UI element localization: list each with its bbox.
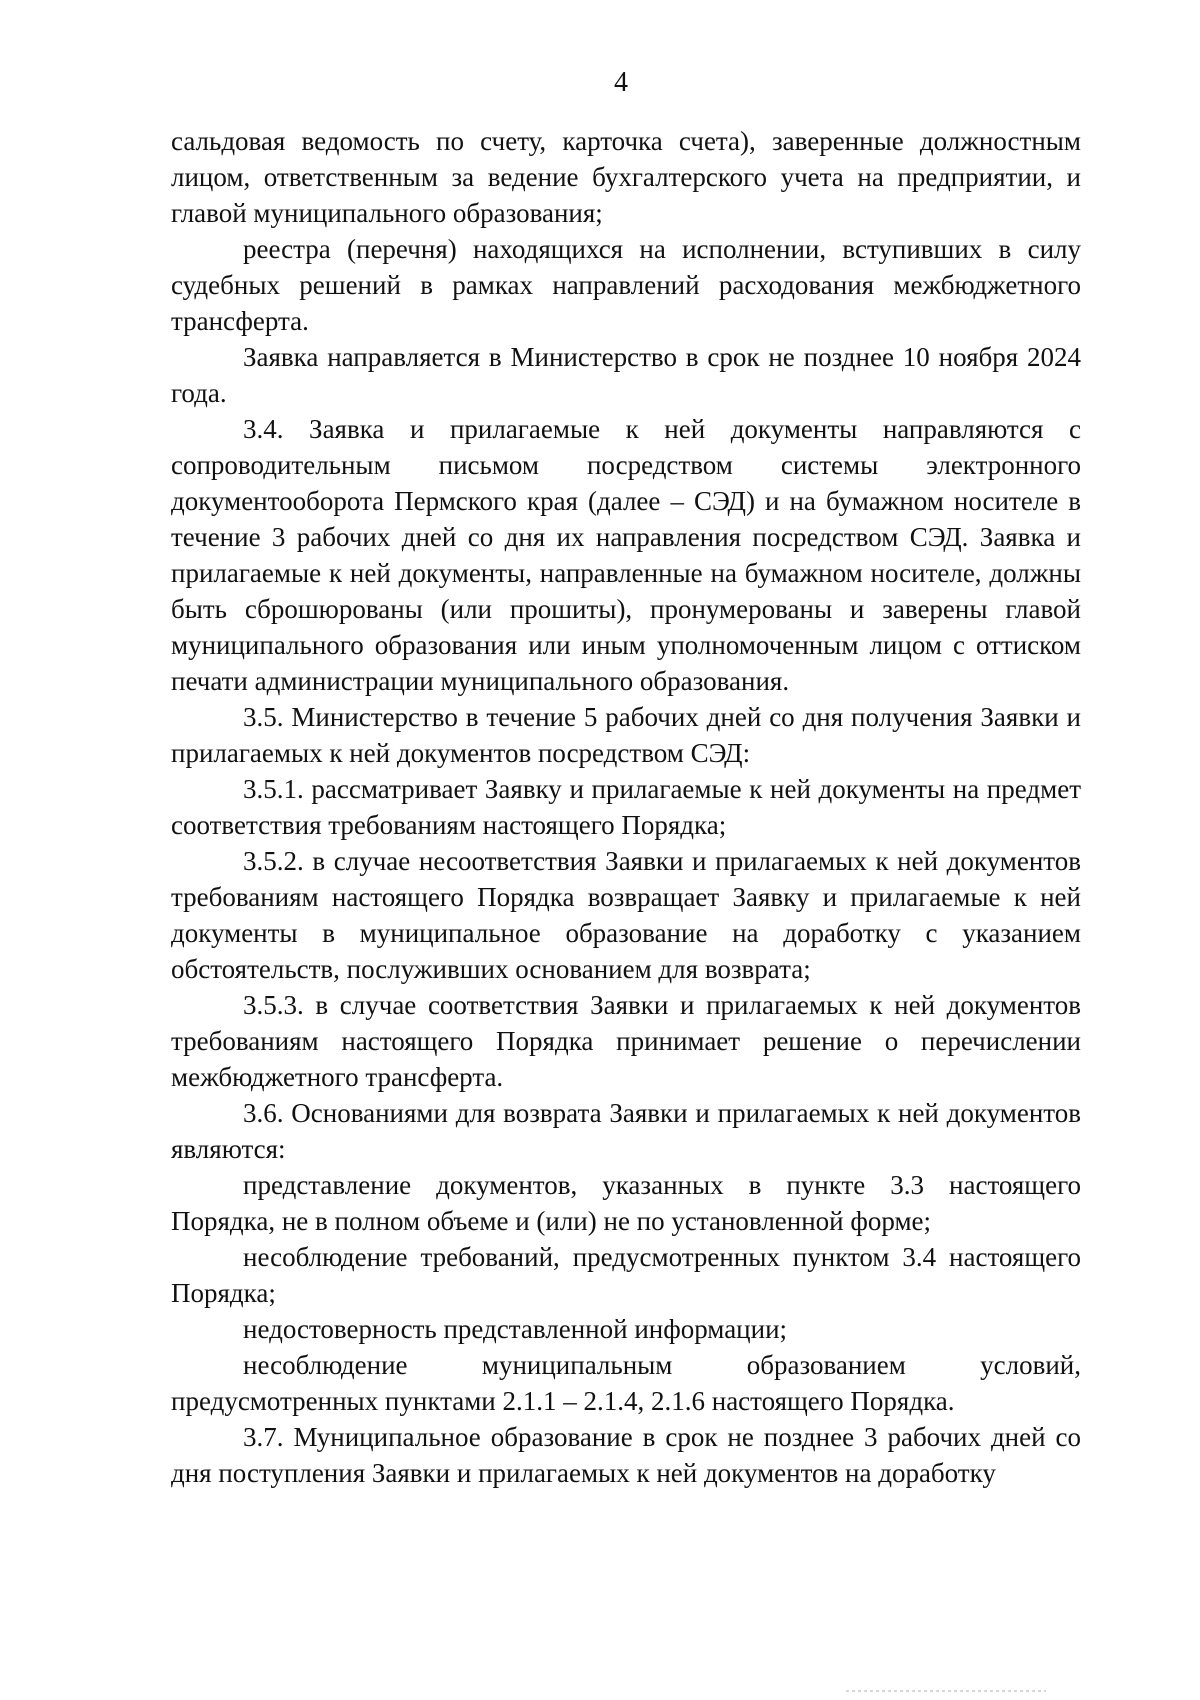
paragraph-3-5-1: 3.5.1. рассматривает Заявку и прилагаемые к ней документы на предмет соответствия требованиям настоящего Порядка;: [171, 774, 1081, 840]
paragraph-3-5-2: 3.5.2. в случае несоответствия Заявки и прилагаемых к ней документов требованиям настоящего Порядка возвращает Заявку и прилагаемые к ней документы в муниципальное образование на доработку с указанием обстоятельств, послуживших основанием для возврата;: [171, 846, 1081, 984]
list-item: несоблюдение муниципальным образованием условий, предусмотренных пунктами 2.1.1 – 2.1.4, 2.1.6 настоящего Порядка.: [171, 1350, 1081, 1416]
paragraph: Заявка направляется в Министерство в срок не позднее 10 ноября 2024 года.: [171, 342, 1081, 408]
document-body: [171, 123, 1081, 1491]
paragraph-3-5-3: 3.5.3. в случае соответствия Заявки и прилагаемых к ней документов требованиям настоящего Порядка принимает решение о перечислении межбюджетного трансферта.: [171, 990, 1081, 1092]
list-item: недостоверность представленной информации;: [243, 1314, 788, 1344]
scan-artifact: [846, 1690, 1046, 1692]
paragraph-3-4: 3.4. Заявка и прилагаемые к ней документы направляются с сопроводительным письмом посредством системы электронного документооборота Пермского края (далее – СЭД) и на бумажном носителе в течение 3 рабочих дней со дня их направления посредством СЭД. Заявка и прилагаемые к ней документы, направленные на бумажном носителе, должны быть сброшюрованы (или прошиты), пронумерованы и заверены главой муниципального образования или иным уполномоченным лицом с оттиском печати администрации муниципального образования.: [171, 414, 1081, 696]
paragraph-3-6: 3.6. Основаниями для возврата Заявки и прилагаемых к ней документов являются:: [171, 1098, 1081, 1164]
paragraph-3-5: 3.5. Министерство в течение 5 рабочих дней со дня получения Заявки и прилагаемых к ней документов посредством СЭД:: [171, 702, 1081, 768]
list-item: представление документов, указанных в пункте 3.3 настоящего Порядка, не в полном объеме и (или) не по установленной форме;: [171, 1170, 1081, 1236]
paragraph-3-7: 3.7. Муниципальное образование в срок не позднее 3 рабочих дней со дня поступления Заявки и прилагаемых к ней документов на доработку: [171, 1422, 1081, 1488]
page-number: 4: [614, 67, 628, 98]
list-item: несоблюдение требований, предусмотренных пунктом 3.4 настоящего Порядка;: [171, 1242, 1081, 1308]
paragraph: сальдовая ведомость по счету, карточка счета), заверенные должностным лицом, ответственным за ведение бухгалтерского учета на предприятии, и главой муниципального образования;: [171, 126, 1081, 228]
paragraph: реестра (перечня) находящихся на исполнении, вступивших в силу судебных решений в рамках направлений расходования межбюджетного трансферта.: [171, 234, 1081, 336]
